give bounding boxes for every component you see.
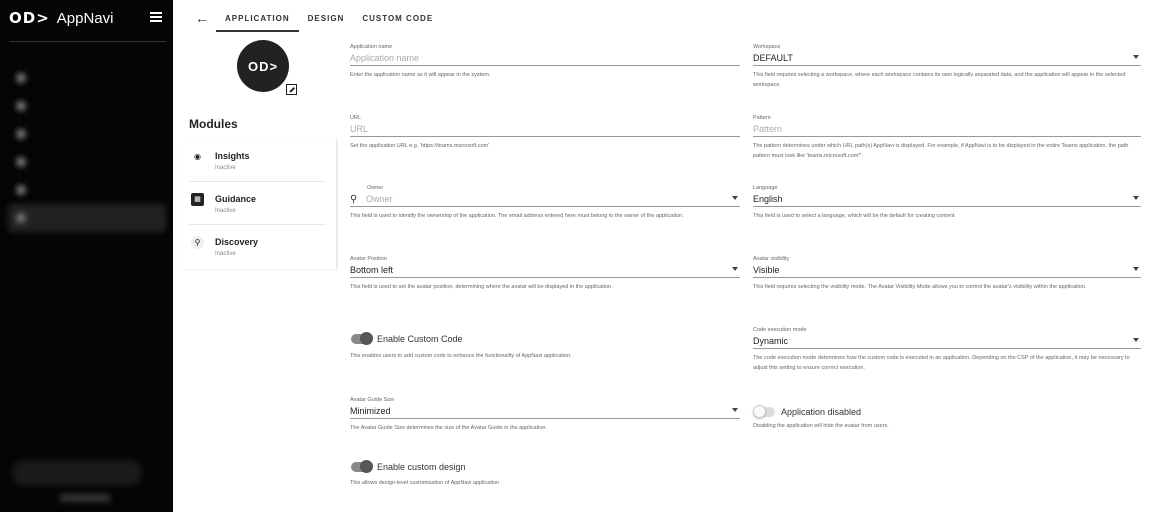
module-status: Inactive bbox=[215, 251, 236, 257]
brand[interactable] bbox=[9, 9, 113, 27]
tab-bar bbox=[216, 8, 442, 32]
sidebar-items-blurred bbox=[8, 64, 166, 232]
field-help: This field requires selecting the visibility mode. The Avatar Visibility Mode allows you to control the avatar's visibility within the application. bbox=[753, 284, 1087, 290]
field-label: Application name bbox=[350, 44, 393, 50]
field-label: Avatar Position bbox=[350, 256, 387, 262]
code-execution-field[interactable] bbox=[753, 327, 1141, 373]
chevron-down-icon[interactable] bbox=[1133, 267, 1139, 271]
field-label: Language bbox=[753, 185, 778, 191]
brand-logo: OD> bbox=[9, 9, 50, 27]
field-label: URL bbox=[350, 115, 362, 121]
sidebar-item[interactable] bbox=[8, 64, 166, 92]
owner-field[interactable] bbox=[350, 185, 740, 221]
avatar-visibility-field[interactable] bbox=[753, 256, 1141, 292]
app-disabled-toggle[interactable] bbox=[755, 407, 775, 417]
field-help: Set the application URL e.g. 'https://teams.microsoft.com' bbox=[350, 143, 490, 149]
avatar-visibility-select[interactable]: Visible bbox=[753, 265, 780, 275]
back-arrow-icon[interactable]: ← bbox=[195, 10, 209, 26]
sidebar-divider bbox=[9, 41, 166, 42]
field-label: Workspace bbox=[753, 44, 781, 50]
app-name-field[interactable] bbox=[350, 44, 740, 80]
module-guidance[interactable] bbox=[189, 182, 326, 225]
url-input[interactable]: URL bbox=[350, 124, 369, 134]
chevron-down-icon[interactable] bbox=[732, 267, 738, 271]
tab-application[interactable]: APPLICATION bbox=[216, 8, 299, 32]
brand-name: AppNavi bbox=[56, 9, 114, 27]
sidebar-footer bbox=[60, 494, 110, 502]
field-help: The code execution mode determines how the custom code is executed in an application. Depending on the CSP of the application, it may be necessary to adjust this setting to ensure correct execution. bbox=[753, 355, 1130, 371]
modules-list bbox=[183, 139, 337, 269]
app-name-input[interactable]: Application name bbox=[350, 53, 420, 63]
modules-title: Modules bbox=[189, 117, 238, 131]
pattern-field[interactable] bbox=[753, 115, 1141, 161]
custom-code-toggle[interactable] bbox=[351, 334, 371, 344]
chevron-down-icon[interactable] bbox=[732, 196, 738, 200]
avatar-position-field[interactable] bbox=[350, 256, 740, 292]
owner-input[interactable]: Owner bbox=[366, 194, 393, 204]
field-help: This enables users to add custom code to enhance the functionality of AppNavi application. bbox=[350, 353, 572, 359]
app-disabled-toggle-row[interactable] bbox=[755, 407, 861, 417]
app-avatar: OD> bbox=[237, 40, 289, 92]
field-help: This field is used to select a language, which will be the default for creating content bbox=[753, 213, 955, 219]
module-discovery[interactable] bbox=[189, 225, 326, 268]
guide-size-field[interactable] bbox=[350, 397, 740, 433]
module-status: Inactive bbox=[215, 208, 236, 214]
chevron-down-icon[interactable] bbox=[1133, 196, 1139, 200]
module-title: Insights bbox=[215, 151, 250, 161]
field-help: Enter the application name as it will appear in the system. bbox=[350, 72, 491, 78]
chart-icon: ▦ bbox=[191, 193, 204, 206]
code-execution-select[interactable]: Dynamic bbox=[753, 336, 789, 346]
field-help: The pattern determines under which URL path(s) AppNavi is displayed. For example, if AppNavi is to be displayed in the entire Teams application, the path pattern must look like 'teams.microsoft.com*'. bbox=[753, 143, 1129, 159]
field-label: Pattern bbox=[753, 115, 771, 121]
chevron-down-icon[interactable] bbox=[732, 408, 738, 412]
toggle-label: Enable Custom Code bbox=[377, 334, 463, 344]
sidebar-item[interactable] bbox=[8, 148, 166, 176]
sidebar-item[interactable] bbox=[8, 120, 166, 148]
search-icon: ⚲ bbox=[350, 194, 358, 205]
pattern-input[interactable]: Pattern bbox=[753, 124, 783, 134]
sidebar-item-active[interactable] bbox=[8, 204, 166, 232]
custom-design-toggle-row[interactable] bbox=[351, 462, 466, 472]
module-status: Inactive bbox=[215, 165, 236, 171]
field-help: Disabling the application will hide the avatar from users. bbox=[753, 423, 889, 429]
sidebar-bottom-blurred bbox=[10, 428, 160, 438]
menu-icon[interactable] bbox=[150, 12, 162, 22]
toggle-label: Enable custom design bbox=[377, 462, 466, 472]
field-help: This field requires selecting a workspace, where each workspace contains its own logically separated data, and the application will appear in the selected workspace. bbox=[753, 72, 1126, 88]
edit-icon[interactable] bbox=[286, 84, 297, 95]
sidebar-item[interactable] bbox=[8, 92, 166, 120]
custom-design-toggle[interactable] bbox=[351, 462, 371, 472]
chevron-down-icon[interactable] bbox=[1133, 338, 1139, 342]
search-icon: ⚲ bbox=[191, 236, 204, 249]
field-help: This allows design-level customization of AppNavi application bbox=[350, 480, 500, 486]
custom-code-toggle-row[interactable] bbox=[351, 334, 463, 344]
field-help: The Avatar Guide Size determines the size of the Avatar Guide in the application. bbox=[350, 425, 547, 431]
workspace-select[interactable]: DEFAULT bbox=[753, 53, 793, 63]
user-menu[interactable] bbox=[12, 460, 142, 486]
tab-custom-code[interactable]: CUSTOM CODE bbox=[362, 14, 434, 23]
module-insights[interactable] bbox=[189, 139, 326, 182]
url-field[interactable] bbox=[350, 115, 740, 151]
field-label: Owner bbox=[367, 185, 384, 191]
tab-design[interactable]: DESIGN bbox=[307, 14, 345, 23]
field-label: Avatar Guide Size bbox=[350, 397, 395, 403]
field-help: This field is used to identify the ownership of the application. The email address entered here must belong to the owner of the application. bbox=[350, 213, 684, 219]
guide-size-select[interactable]: Minimized bbox=[350, 406, 391, 416]
language-field[interactable] bbox=[753, 185, 1141, 221]
workspace-field[interactable] bbox=[753, 44, 1141, 90]
field-label: Avatar visibility bbox=[753, 256, 790, 262]
field-help: This field is used to set the avatar position, determining where the avatar will be displayed in the application. bbox=[350, 284, 613, 290]
field-label: Code execution mode bbox=[753, 327, 807, 333]
module-title: Guidance bbox=[215, 194, 257, 204]
chevron-down-icon[interactable] bbox=[1133, 55, 1139, 59]
sidebar bbox=[0, 0, 173, 512]
language-select[interactable]: English bbox=[753, 194, 783, 204]
avatar-position-select[interactable]: Bottom left bbox=[350, 265, 394, 275]
module-title: Discovery bbox=[215, 237, 259, 247]
sidebar-item[interactable] bbox=[8, 176, 166, 204]
toggle-label: Application disabled bbox=[781, 407, 862, 417]
lightbulb-icon: ◉ bbox=[194, 152, 201, 161]
